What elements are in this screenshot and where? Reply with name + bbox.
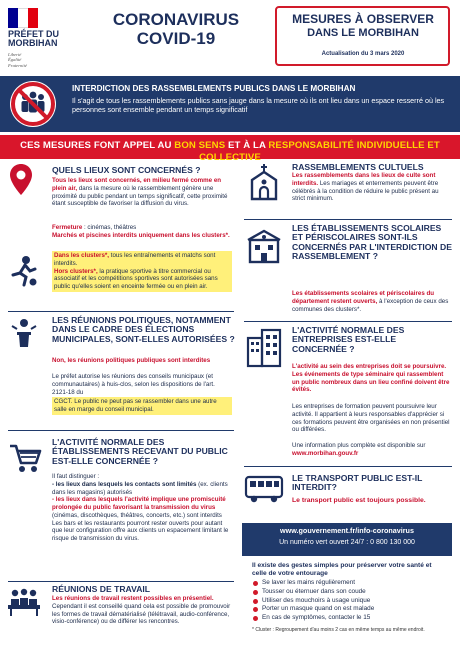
clusters-text <box>52 251 232 292</box>
footnote: * Cluster : Regroupement d'au moins 2 cas en même temps au même endroit. <box>252 627 425 633</box>
prefet-logo-text: PRÉFET DU MORBIHAN <box>8 29 60 49</box>
erp-p1-bold: - les lieux dans lesquels les contacts sont limités <box>52 480 197 488</box>
erp-p0: Il faut distinguer : <box>52 473 100 480</box>
erp-title: L'ACTIVITÉ NORMALE DES ÉTABLISSEMENTS RECEVANT DU PUBLIC EST-ELLE CONCERNÉE ? <box>52 437 228 466</box>
clusters-label: Dans les clusters*, <box>54 252 110 259</box>
reunions-text-red: Non, les réunions politiques publiques sont interdites <box>52 357 211 364</box>
marches-text: Marchés et piscines interdits uniquement dans les clusters*. <box>52 232 230 239</box>
title-line-2: COVID-19 <box>136 29 216 49</box>
cultuels-text <box>292 172 452 203</box>
transport-title: LE TRANSPORT PUBLIC EST-IL INTERDIT? <box>292 473 423 493</box>
page-title <box>96 10 256 48</box>
divider <box>8 311 234 312</box>
gestes-list <box>252 579 448 623</box>
divider <box>244 321 452 322</box>
fermeture-text <box>52 224 232 232</box>
entreprises-text: Les entreprises de formation peuvent poursuivre leur activité. Il appartient à leurs responsables d'apprécier si ces formations peuvent être organisées en non présentiel ou différées. <box>292 403 450 434</box>
reunions-text: Le préfet autorise les réunions des conseils municipaux (et communautaires) à huis-clos, selon les dispositions de l'art. 2121-18 du <box>52 373 215 396</box>
divider <box>8 581 234 582</box>
motto-3: Fraternité <box>8 62 27 68</box>
divider <box>244 466 452 467</box>
scolaires-text-red: Les établissements scolaires et périscolaires du département restent ouverts, <box>292 290 435 305</box>
erp-p1 <box>52 481 232 497</box>
hors-value: la pratique sportive à titre commercial ou associatif et les compétitions sportives sont autorisées sans public qu'elles soient en enceinte fermée ou en plein air. <box>54 267 218 290</box>
lieux-text-rest: dans la mesure où le rassemblement génère une proximité du public pendant un temps significatif, cette proximité étant susceptible de favoriser la diffusion du virus. <box>52 184 228 208</box>
shopping-cart-icon <box>8 442 42 474</box>
transport-text: Le transport public est toujours possible. <box>292 497 426 504</box>
entreprises-info <box>292 442 452 458</box>
no-gathering-icon <box>8 79 58 129</box>
appeal-text <box>0 140 460 163</box>
flag-blue <box>8 8 18 28</box>
erp-p2-red: - les lieux dans lesquels l'activité implique une promiscuité prolongée du public favorisant la transmission du virus <box>52 496 226 511</box>
scolaires-text-rest: à l'exception de ceux des communes des clusters*. <box>292 297 449 313</box>
reunions-title: LES RÉUNIONS POLITIQUES, NOTAMMENT DANS LE CADRE DES ÉLECTIONS MUNICIPALES, SONT-ELLES AUTORISÉES ? <box>52 315 235 344</box>
lieux-text-red: Tous les lieux sont concernés, en milieu fermé comme en plein air, <box>52 177 222 192</box>
flag-red <box>28 8 38 28</box>
divider <box>244 219 452 220</box>
travail-text-red: Les réunions de travail restent possibles en présentiel. <box>52 595 214 602</box>
fermeture-label: Fermeture <box>52 224 83 231</box>
french-flag-icon <box>8 8 38 28</box>
list-item: Utiliser des mouchoirs à usage unique <box>252 597 448 606</box>
measures-subtitle: DANS LE MORBIHAN <box>307 27 419 39</box>
travail-title: RÉUNIONS DE TRAVAIL <box>52 584 151 594</box>
hors-label: Hors clusters*, <box>54 267 98 275</box>
bus-icon <box>244 474 284 504</box>
republic-motto <box>8 52 27 68</box>
clusters-value: tous les entraînements et matchs sont interdits. <box>54 252 216 267</box>
scolaires-text <box>292 290 452 313</box>
appeal-part-4: RESPONSABILITÉ INDIVIDUELLE ET COLLECTIVE <box>199 140 440 163</box>
entreprises-text-red: L'activité au sein des entreprises doit se poursuivre. Les événements de type séminaire qui rassemblent un public nombreux dans un lieu confiné doivent être évités. <box>292 363 450 394</box>
lieux-text <box>52 177 232 208</box>
banner-title: INTERDICTION DES RASSEMBLEMENTS PUBLICS DANS LE MORBIHAN <box>72 84 356 93</box>
erp-text <box>52 473 232 543</box>
title-line-1: CORONAVIRUS <box>112 10 240 29</box>
travail-text-rest: Cependant il est conseillé quand cela est possible de promouvoir les formes de travail dématérialisé (télétravail, audio-conférence, visio-conférence) ou de différer les rencontres. <box>52 602 231 626</box>
gestes-intro: Il existe des gestes simples pour préserver votre santé et celle de votre entourage <box>252 562 432 578</box>
appeal-part-1: CES MESURES FONT APPEL AU <box>20 140 175 151</box>
fermeture-value: : cinémas, théâtres <box>82 224 137 231</box>
motto-2: Égalité <box>8 57 22 63</box>
travail-text <box>52 595 232 626</box>
update-date: Actualisation du 3 mars 2020 <box>321 51 405 57</box>
list-item: Tousser ou éternuer dans son coude <box>252 588 448 597</box>
erp-p2 <box>52 496 232 519</box>
cultuels-text-red: Les rassemblements dans les lieux de culte sont interdits. <box>292 172 436 187</box>
measures-title: MESURES À OBSERVER <box>292 12 434 26</box>
list-item: En cas de symptômes, contacter le 15 <box>252 614 448 623</box>
erp-p2-rest: (cinémas, discothèques, théâtres, concerts, etc.) sont interdits <box>52 511 222 519</box>
meeting-table-icon <box>6 587 42 617</box>
flag-white <box>18 8 28 28</box>
list-item: Se laver les mains régulièrement <box>252 579 448 588</box>
cultuels-title: RASSEMBLEMENTS CULTUELS <box>292 162 424 172</box>
office-building-icon <box>244 326 284 368</box>
school-icon <box>244 226 284 266</box>
banner-text: Il s'agit de tous les rassemblements publics sans jauge dans la mesure où ils ont lieu dans un espace resserré où les personnes sont ensemble pendant un temps significatif <box>72 96 445 114</box>
sport-player-icon <box>10 255 38 287</box>
entreprises-title: L'ACTIVITÉ NORMALE DES ENTREPRISES EST-ELLE CONCERNÉE ? <box>292 325 405 354</box>
divider <box>8 430 234 431</box>
scolaires-title: LES ÉTABLISSEMENTS SCOLAIRES ET PÉRISCOLAIRES SONT-ILS CONCERNÉS PAR L'INTERDICTION DE RASSEMBLEMENT ? <box>292 223 452 262</box>
erp-p1-rest: (ex. clients dans les magasins) autorisés <box>52 480 228 496</box>
erp-p3: Les bars et les restaurants pourront rester ouverts pour autant que leur configuration offre aux clients un espacement limitant le risque de transmission du virus. <box>52 519 229 542</box>
location-pin-icon <box>8 163 34 197</box>
appeal-part-3: ET À LA <box>225 140 269 151</box>
lieux-title: QUELS LIEUX SONT CONCERNÉS ? <box>52 165 201 175</box>
reunions-text-highlight: CGCT. Le public ne peut pas se rassembler dans une autre salle en marge du conseil municipal. <box>52 397 232 415</box>
list-item: Porter un masque quand on est malade <box>252 605 448 614</box>
entreprises-info-label: Une information plus complète est disponible sur <box>292 442 426 449</box>
speaker-podium-icon <box>8 318 40 348</box>
gouvernement-link[interactable]: www.gouvernement.fr/info-coronavirus <box>280 526 414 535</box>
green-number: Un numéro vert ouvert 24/7 : 0 800 130 000 <box>279 539 415 546</box>
cultuels-text-rest: Les mariages et enterrements peuvent être célébrés à la condition de réduire le public présent au strict minimum. <box>292 179 439 203</box>
appeal-part-2: BON SENS <box>174 140 226 151</box>
church-icon <box>244 163 284 201</box>
motto-1: Liberté <box>8 52 22 57</box>
morbihan-link[interactable]: www.morbihan.gouv.fr <box>292 449 359 457</box>
